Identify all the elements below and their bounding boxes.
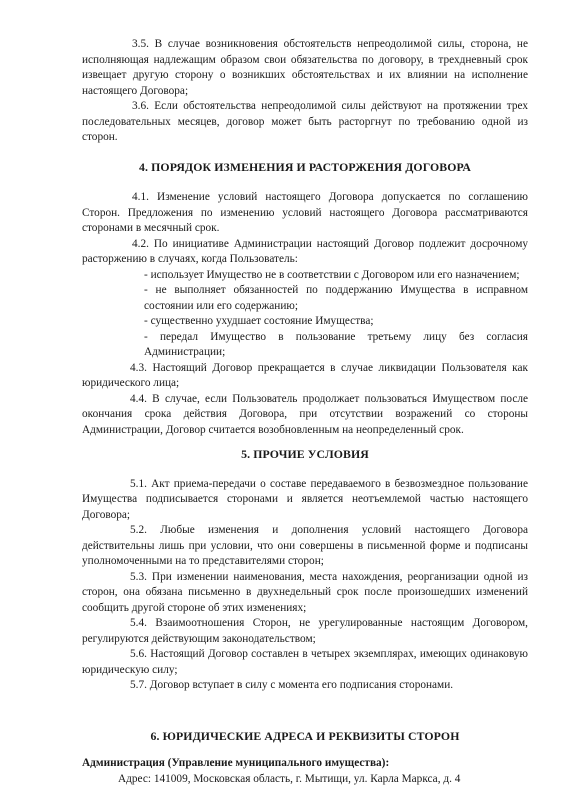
- clause-4-1: 4.1. Изменение условий настоящего Договора допускается по соглашению Сторон. Предложения по изменению условий настоящего Договора рассматриваются сторонами в месячный срок.: [82, 191, 528, 234]
- clause-3-6: 3.6. Если обстоятельства непреодолимой силы действуют на протяжении трех последовательных месяцев, договор может быть расторгнут по требованию одной из сторон.: [82, 100, 528, 143]
- section-5-heading: 5. ПРОЧИЕ УСЛОВИЯ: [241, 447, 369, 461]
- clause-5-3: 5.3. При изменении наименования, места нахождения, реорганизации одной из сторон, она обязана письменно в двухнедельный срок после произошедших изменений сообщить другой стороне об этих изменениях;: [82, 570, 528, 614]
- list-item: - существенно ухудшает состояние Имущества;: [144, 315, 374, 327]
- clause-5-4: 5.4. Взаимоотношения Сторон, не урегулированные настоящим Договором, регулируются действующим законодательством;: [82, 617, 528, 645]
- document-body: [82, 37, 528, 787]
- section-6-heading: 6. ЮРИДИЧЕСКИЕ АДРЕСА И РЕКВИЗИТЫ СТОРОН: [150, 728, 460, 743]
- clause-4-3: 4.3. Настоящий Договор прекращается в случае ликвидации Пользователя как юридического лица;: [82, 361, 528, 389]
- clause-3-5: 3.5. В случае возникновения обстоятельств непреодолимой силы, сторона, не исполняющая надлежащим образом свои обязательства по договору, в трехдневный срок извещает другую сторону о возникших обстоятельствах и их влиянии на исполнение настоящего Договора;: [82, 38, 528, 97]
- section-4-heading: 4. ПОРЯДОК ИЗМЕНЕНИЯ И РАСТОРЖЕНИЯ ДОГОВОРА: [139, 159, 471, 174]
- clause-4-2: 4.2. По инициативе Администрации настоящий Договор подлежит досрочному расторжению в случаях, когда Пользователь:: [82, 237, 528, 265]
- admin-title: Администрация (Управление муниципального имущества):: [82, 757, 390, 769]
- clause-5-1: 5.1. Акт приема-передачи о составе передаваемого в безвозмездное пользование Имущества подписывается сторонами и является неотъемлемой частью настоящего Договора;: [82, 477, 528, 521]
- list-item: - передал Имущество в пользование третьему лицу без согласия Администрации;: [144, 330, 528, 358]
- admin-address: Адрес: 141009, Московская область, г. Мытищи, ул. Карла Маркса, д. 4: [118, 772, 461, 785]
- list-item: - не выполняет обязанностей по поддержанию Имущества в исправном состоянии или его содержанию;: [144, 284, 528, 312]
- clause-4-4: 4.4. В случае, если Пользователь продолжает пользоваться Имуществом после окончания срока действия Договора, при отсутствии возражений со стороны Администрации, Договор считается возобновленным на неопределенный срок.: [82, 392, 528, 436]
- list-item: - использует Имущество не в соответствии с Договором или его назначением;: [144, 268, 520, 281]
- clause-5-7: 5.7. Договор вступает в силу с момента его подписания сторонами.: [130, 679, 454, 691]
- clause-5-6: 5.6. Настоящий Договор составлен в четырех экземплярах, имеющих одинаковую юридическую силу;: [82, 648, 528, 676]
- clause-5-2: 5.2. Любые изменения и дополнения условий настоящего Договора действительны лишь при условии, что они совершены в письменной форме и подписаны уполномоченными на то представителями сторон;: [82, 524, 528, 567]
